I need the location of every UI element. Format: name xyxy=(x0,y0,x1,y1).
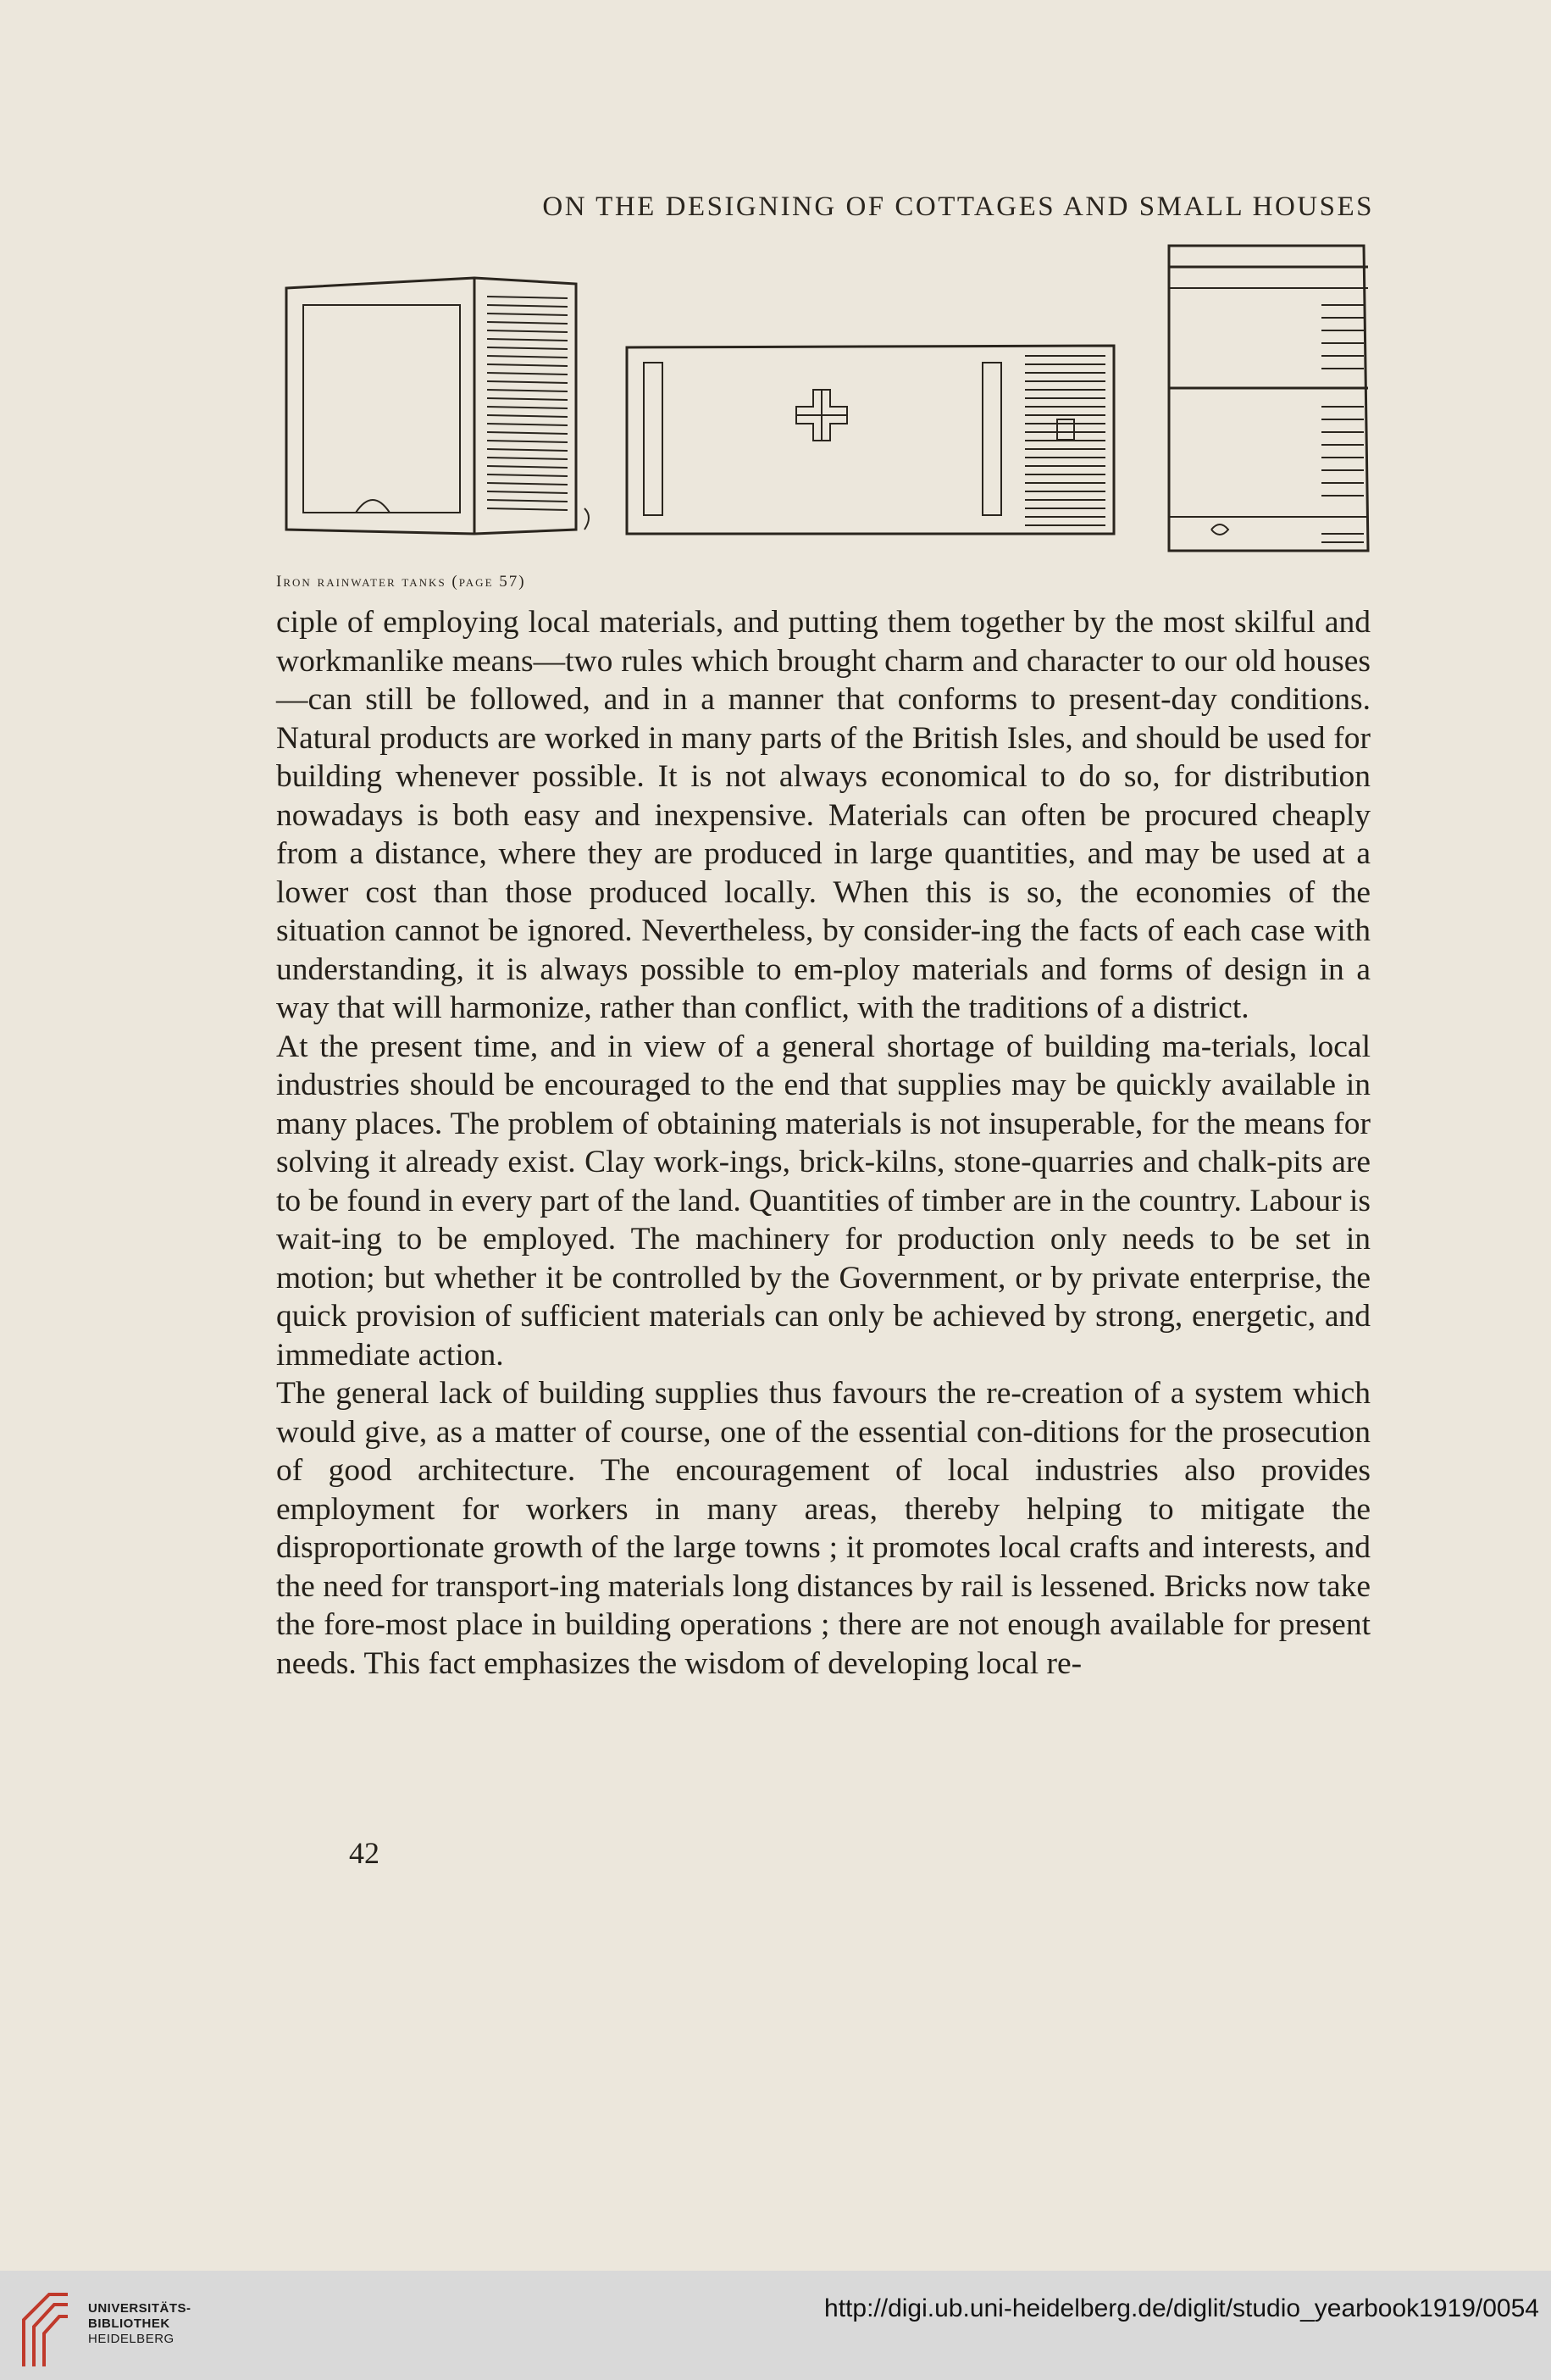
viewer-footer xyxy=(0,2271,1551,2380)
library-line-2: BIBLIOTHEK xyxy=(88,2316,170,2331)
tank-3-drawing xyxy=(1169,246,1368,551)
library-line-3: HEIDELBERG xyxy=(88,2332,174,2346)
ub-heidelberg-logo-icon xyxy=(15,2286,75,2371)
library-line-1: UNIVERSITÄTS- xyxy=(88,2301,191,2316)
rainwater-tanks-illustration xyxy=(280,237,1381,576)
paragraph-1: ciple of employing local materials, and putting them together by the most skilful and workmanlike means—two rules which brought charm and character to our old houses—can still be followed, and in a manner that conforms to present-day conditions. Natural products are worked in many parts of the British Isles, and should be used for building whenever possible. It is not always economical to do so, for distribution nowadays is both easy and inexpensive. Materials can often be procured cheaply from a distance, where they are produced in large quantities, and may be used at a lower cost than those produced locally. When this is so, the economies of the situation cannot be ignored. Nevertheless, by consider-ing the facts of each case with understanding, it is always possible to em-ploy materials and forms of design in a way that will harmonize, rather than conflict, with the traditions of a district. xyxy=(276,605,1371,1025)
page-number: 42 xyxy=(349,1836,379,1870)
library-name xyxy=(88,2301,191,2347)
permalink-url[interactable]: http://digi.ub.uni-heidelberg.de/diglit/studio_yearbook1919/0054 xyxy=(824,2294,1539,2322)
tank-drawings xyxy=(280,237,1381,576)
body-text xyxy=(276,603,1371,1683)
running-head: ON THE DESIGNING OF COTTAGES AND SMALL HOUSES xyxy=(542,191,1374,222)
figure-caption: Iron rainwater tanks (page 57) xyxy=(276,573,526,591)
paragraph-2: At the present time, and in view of a general shortage of building ma-terials, local industries should be encouraged to the end that supplies may be quickly available in many places. The problem of obtaining materials is not insuperable, for the means for solving it already exist. Clay work-ings, brick-kilns, stone-quarries and chalk-pits are to be found in every part of the land. Quantities of timber are in the country. Labour is wait-ing to be employed. The machinery for production only needs to be set in motion; but whether it be controlled by the Government, or by private enterprise, the quick provision of sufficient materials can only be achieved by strong, energetic, and immediate action. xyxy=(276,1029,1371,1373)
paragraph-3: The general lack of building supplies thus favours the re-creation of a system which would give, as a matter of course, one of the essential con-ditions for the prosecution of good architecture. The encouragement of local industries also provides employment for workers in many areas, thereby helping to mitigate the disproportionate growth of the large towns ; it promotes local crafts and interests, and the need for transport-ing materials long distances by rail is lessened. Bricks now take the fore-most place in building operations ; there are not enough available for present needs. This fact emphasizes the wisdom of developing local re- xyxy=(276,1376,1371,1681)
tank-2-drawing xyxy=(627,346,1114,534)
tank-1-drawing xyxy=(286,278,589,534)
